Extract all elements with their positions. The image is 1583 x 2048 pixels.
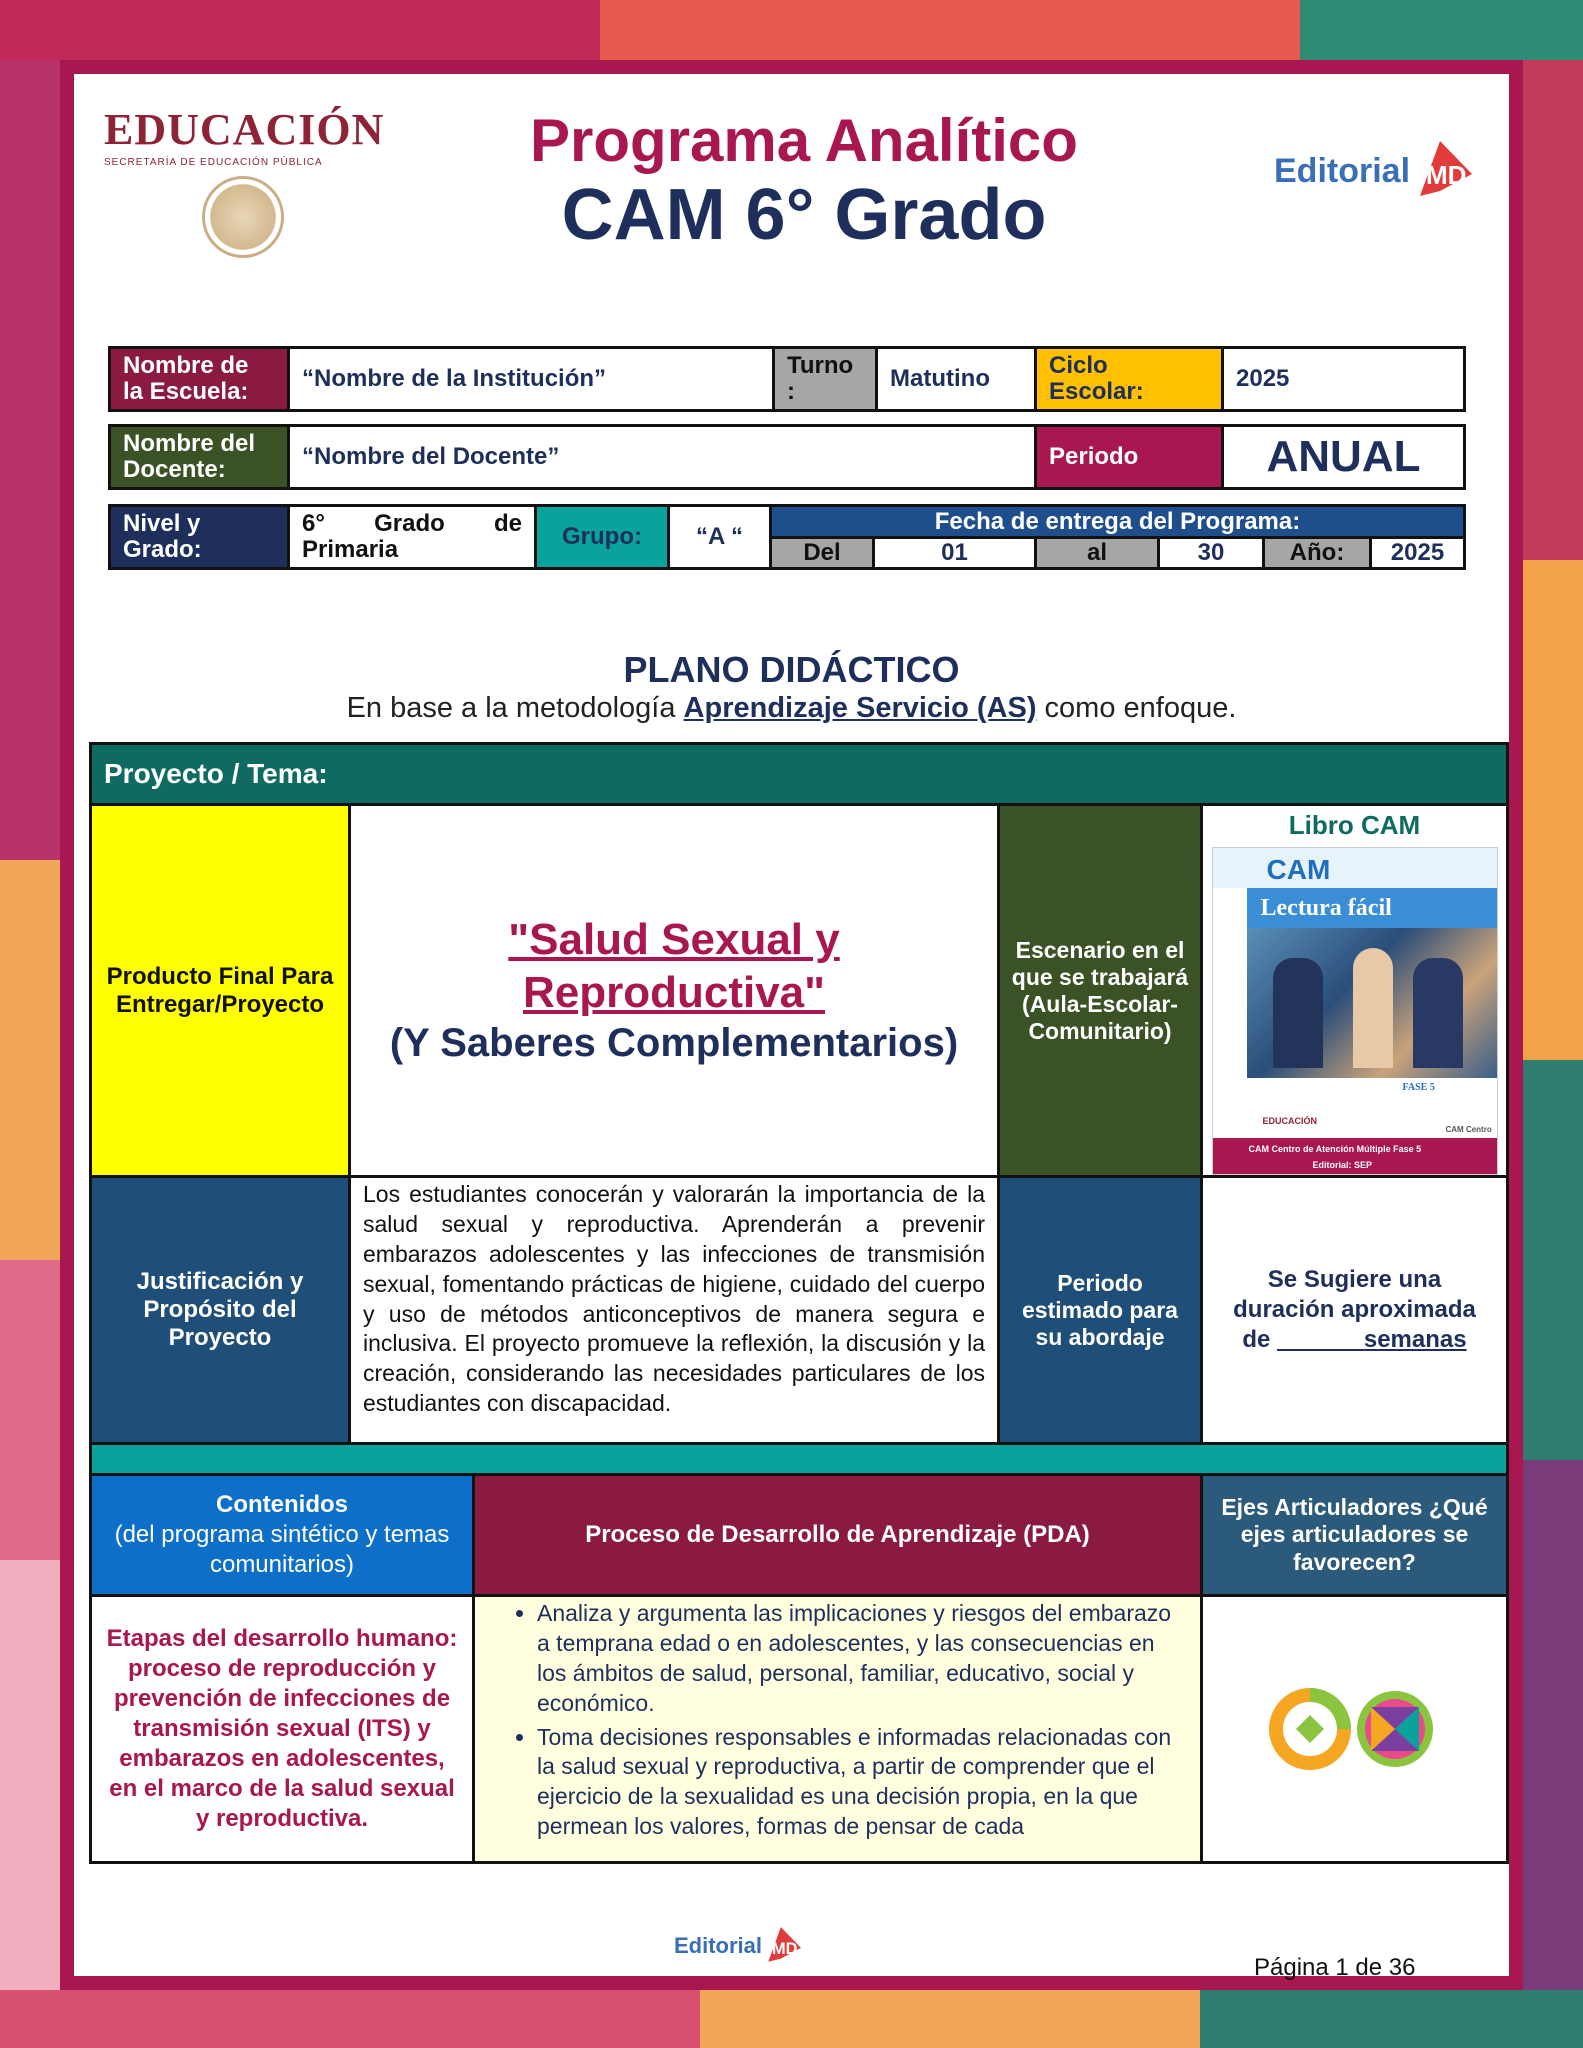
duration-line-2: [1242, 1325, 1466, 1355]
pda-header: Proceso de Desarrollo de Aprendizaje (PDA): [472, 1473, 1203, 1597]
footer-brand-text: Editorial: [674, 1933, 763, 1958]
editorial-brand: [1274, 136, 1480, 206]
ciclo-value: 2025: [1221, 346, 1466, 412]
fecha-label: Fecha de entrega del Programa:: [769, 504, 1466, 539]
sep-logo: [104, 104, 394, 168]
topic-subtitle: (Y Saberes Complementarios): [389, 1021, 959, 1066]
seal-icon: [202, 176, 284, 258]
anio-label: Año:: [1262, 536, 1372, 570]
pda-item: • Analiza y argumenta las implicaciones y riesgos del embarazo a temprana edad o en adolescentes, y las consecuencias en los ámbitos de salud, personal, familiar, educativo, social y económico.: [537, 1599, 1186, 1719]
duration-text: Se Sugiere una duración aproximada: [1233, 1266, 1476, 1323]
al-value: 30: [1157, 536, 1265, 570]
period-label: [997, 1175, 1203, 1445]
book-edu: EDUCACIÓN: [1262, 1116, 1318, 1126]
product-label: Producto Final Para Entregar/Proyecto: [89, 803, 351, 1178]
del-label: Del: [769, 536, 875, 570]
plano-sub-before: En base a la metodología: [346, 692, 676, 724]
edu-logo-subtitle: SECRETARÍA DE EDUCACIÓN PÚBLICA: [104, 157, 323, 168]
periodo-label: Periodo: [1034, 424, 1224, 490]
ejes-header: Ejes Articuladores ¿Qué ejes articuladores se favorecen?: [1200, 1473, 1509, 1597]
duration-weeks-field[interactable]: [1277, 1326, 1467, 1353]
content-text: Etapas del desarrollo humano: proceso de reproducción y prevención de infecciones de transmisión sexual (ITS) y embarazos en adolescentes, en el marco de la salud sexual y reproductiva.: [89, 1594, 475, 1864]
pda-list: [489, 1599, 1186, 1846]
docente-value: “Nombre del Docente”: [287, 424, 1037, 490]
justification-label: Justificación y Propósito del Proyecto: [89, 1175, 351, 1445]
page-number: Página 1 de 36: [1254, 1954, 1416, 1981]
periodo-value: ANUAL: [1221, 424, 1466, 490]
grupo-label: Grupo:: [534, 504, 670, 570]
ejes-cell: [1200, 1594, 1509, 1864]
footer-brand: [674, 1924, 806, 1968]
docente-label: Nombre del Docente:: [108, 424, 290, 490]
project-header: Proyecto / Tema:: [89, 742, 1509, 806]
page-frame: [60, 60, 1523, 1990]
al-label: al: [1034, 536, 1160, 570]
edu-logo-word: EDUCACIÓN: [104, 105, 385, 154]
brand-text: Editorial: [1274, 151, 1411, 190]
ejes-icons: [1265, 1679, 1445, 1779]
scenario-label: Escenario en el que se trabajará (Aula-Escolar-Comunitario): [997, 803, 1203, 1178]
book-editorial: Editorial: SEP: [1312, 1160, 1373, 1170]
vida-saludable-icon: [1276, 1695, 1344, 1763]
period-label-text: Periodo estimado para su abordaje: [1022, 1269, 1178, 1350]
pda-item: • Toma decisiones responsables e informadas relacionadas con la salud sexual y reproductiva, a partir de comprender que el ejercicio de la sexualidad es una decisión propia, en la que permean los valores, formas de pensar de cada: [537, 1723, 1186, 1843]
ciclo-label: Ciclo Escolar:: [1034, 346, 1224, 412]
nivel-value: 6° Grado de Primaria: [287, 504, 537, 570]
plano-sub-after: como enfoque.: [1044, 692, 1237, 724]
book-cover-image: [1212, 847, 1498, 1175]
interculturalidad-icon: [1357, 1691, 1433, 1767]
title-line-2: CAM 6° Grado: [561, 175, 1047, 255]
del-value: 01: [872, 536, 1037, 570]
plano-title: PLANO DIDÁCTICO: [623, 649, 960, 690]
book-label: Libro CAM: [1288, 810, 1421, 840]
turno-label: Turno :: [772, 346, 878, 412]
contenidos-subtitle: (del programa sintético y temas comunitarios): [114, 1521, 450, 1578]
topic-line-2: Reproductiva": [522, 967, 826, 1017]
title-line-1: Programa Analítico: [530, 107, 1078, 174]
footer-md-mark: MD: [772, 1940, 798, 1959]
contenidos-title: Contenidos: [216, 1491, 348, 1518]
duration-cell: [1200, 1175, 1509, 1445]
footer-md-logo-icon: [762, 1924, 806, 1968]
book-phase: FASE 5: [1402, 1082, 1435, 1093]
methodology-link[interactable]: Aprendizaje Servicio (AS): [683, 692, 1037, 724]
topic-line-1: "Salud Sexual y: [508, 914, 840, 964]
book-brand: CAM: [1266, 854, 1331, 885]
duration-blank: ______: [1277, 1326, 1358, 1353]
grupo-value: “A “: [667, 504, 772, 570]
pda-cell: [472, 1594, 1203, 1864]
book-cell: [1200, 803, 1509, 1178]
school-value: “Nombre de la Institución”: [287, 346, 775, 412]
book-footer: CAM Centro de Atención Múltiple Fase 5: [1248, 1144, 1422, 1154]
book-corner: CAM Centro: [1443, 1124, 1495, 1135]
topic-cell: [348, 803, 1000, 1178]
justification-text: Los estudiantes conocerán y valorarán la importancia de la salud sexual y reproductiva. Aprenderán a prevenir embarazos adolescentes y las infecciones de transmisión sexual, fomentando prácticas de higiene, cuidado del cuerpo y uso de métodos anticonceptivos de manera segura e inclusiva. El proyecto promueve la reflexión, la discusión y la creación, considerando las necesidades particulares de los estudiantes con discapacidad.: [348, 1175, 1000, 1445]
section-separator: [89, 1442, 1509, 1476]
school-label: Nombre de la Escuela:: [108, 346, 290, 412]
contenidos-header: [89, 1473, 475, 1597]
md-logo-icon: [1410, 136, 1480, 206]
plano-subtitle: [74, 692, 1509, 725]
book-title: Lectura fácil: [1247, 888, 1497, 928]
duration-unit: semanas: [1363, 1326, 1467, 1353]
turno-value: Matutino: [875, 346, 1037, 412]
md-mark: MD: [1426, 160, 1467, 190]
nivel-label: Nivel y Grado:: [108, 504, 290, 570]
document-sheet: [74, 74, 1509, 1981]
duration-de: de: [1242, 1326, 1271, 1353]
anio-value: 2025: [1369, 536, 1466, 570]
